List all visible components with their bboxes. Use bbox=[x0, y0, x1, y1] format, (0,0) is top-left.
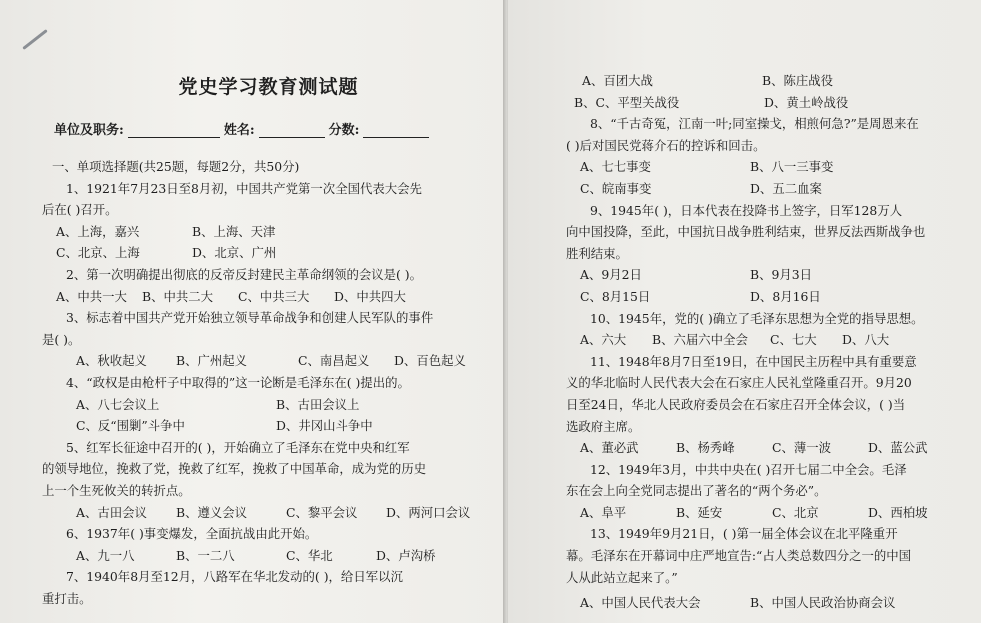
q10-options bbox=[566, 329, 971, 351]
q9-options-row2 bbox=[566, 286, 971, 308]
question-9-cont2: 胜利结束。 bbox=[566, 245, 628, 261]
q2-options bbox=[42, 286, 495, 308]
q5-option-d: D、两河口会议 bbox=[386, 504, 471, 520]
question-7-cont: 重打击。 bbox=[42, 590, 92, 606]
pen-mark bbox=[22, 29, 47, 50]
question-11: 11、1948年8月7日至19日，在中国民主历程中具有重要意 bbox=[590, 353, 917, 369]
q12-option-a: A、阜平 bbox=[580, 504, 627, 520]
q7-option-c: B、C、平型关战役 bbox=[574, 94, 680, 110]
q11-option-d: D、蓝公武 bbox=[868, 440, 928, 456]
question-11-cont2: 日至24日，华北人民政府委员会在石家庄召开全体会议，( )当 bbox=[566, 396, 906, 412]
header-fields bbox=[42, 119, 495, 138]
q12-options bbox=[566, 502, 971, 524]
q6-option-a: A、九一八 bbox=[76, 547, 135, 563]
q4-option-a: A、八七会议上 bbox=[76, 396, 160, 412]
q8-options-row1 bbox=[566, 156, 971, 178]
question-12-cont: 东在会上向全党同志提出了著名的“两个务必”。 bbox=[566, 483, 827, 499]
q1-option-a: A、上海，嘉兴 bbox=[56, 223, 140, 239]
q11-option-b: B、杨秀峰 bbox=[676, 440, 735, 456]
q8-option-c: C、皖南事变 bbox=[580, 180, 652, 196]
q3-option-a: A、秋收起义 bbox=[76, 353, 147, 369]
q11-option-c: C、薄一波 bbox=[772, 440, 832, 456]
question-7: 7、1940年8月至12月，八路军在华北发动的( )，给日军以沉 bbox=[66, 569, 403, 585]
q6-option-b: B、一二八 bbox=[176, 547, 235, 563]
question-8: 8、“千古奇冤，江南一叶;同室操戈，相煎何急?”是周恩来在 bbox=[590, 116, 919, 132]
q3-option-d: D、百色起义 bbox=[394, 353, 466, 369]
q12-option-b: B、延安 bbox=[676, 504, 723, 520]
q6-option-d: D、卢沟桥 bbox=[376, 547, 436, 563]
q6-options bbox=[42, 545, 495, 567]
q10-option-c: C、七大 bbox=[770, 332, 817, 348]
q13-options bbox=[566, 592, 971, 614]
question-12: 12、1949年3月，中共中央在( )召开七届二中全会。毛泽 bbox=[590, 461, 907, 477]
section-heading: 一、单项选择题(共25题，每题2分，共50分) bbox=[52, 159, 300, 174]
q7-option-b: B、陈庄战役 bbox=[762, 73, 834, 88]
q12-option-d: D、西柏坡 bbox=[868, 504, 928, 520]
q6-option-c: C、华北 bbox=[286, 547, 333, 563]
question-9-cont1: 向中国投降，至此，中国抗日战争胜利结束，世界反法西斯战争也 bbox=[566, 224, 926, 240]
q1-options-row2 bbox=[42, 242, 495, 264]
q10-option-a: A、六大 bbox=[580, 332, 627, 348]
question-4: 4、“政权是由枪杆子中取得的”这一论断是毛泽东在( )提出的。 bbox=[66, 374, 410, 390]
q4-option-b: B、古田会议上 bbox=[276, 396, 360, 412]
question-13: 13、1949年9月21日，( )第一届全体会议在北平隆重开 bbox=[590, 526, 898, 542]
q10-option-b: B、六届六中全会 bbox=[652, 332, 748, 348]
q7-options-row2 bbox=[566, 92, 971, 114]
q8-options-row2 bbox=[566, 178, 971, 200]
q9-option-a: A、9月2日 bbox=[580, 267, 642, 283]
q1-option-b: B、上海、天津 bbox=[192, 223, 276, 239]
q13-option-a: A、中国人民代表大会 bbox=[580, 595, 701, 611]
question-1-cont: 后在( )召开。 bbox=[42, 202, 118, 218]
unit-label: 单位及职务: bbox=[54, 123, 124, 138]
unit-blank bbox=[128, 123, 220, 138]
q4-option-d: D、井冈山斗争中 bbox=[276, 418, 373, 434]
q12-option-c: C、北京 bbox=[772, 504, 819, 520]
q5-option-b: B、遵义会议 bbox=[176, 504, 248, 520]
q4-option-c: C、反“围剿”斗争中 bbox=[76, 418, 185, 434]
q2-option-d: D、中共四大 bbox=[334, 288, 406, 304]
q7-options-row1 bbox=[566, 70, 971, 92]
question-2: 2、第一次明确提出彻底的反帝反封建民主革命纲领的会议是( )。 bbox=[66, 266, 423, 282]
question-8-cont: ( )后对国民党蒋介石的控诉和回击。 bbox=[566, 137, 766, 153]
question-13-cont1: 幕。毛泽东在开幕词中庄严地宣告:“占人类总数四分之一的中国 bbox=[566, 548, 912, 564]
question-5: 5、红军长征途中召开的( )，开始确立了毛泽东在党中央和红军 bbox=[66, 439, 410, 455]
question-5-cont1: 的领导地位，挽救了党，挽救了红军，挽救了中国革命，成为党的历史 bbox=[42, 461, 427, 477]
q11-option-a: A、董必武 bbox=[580, 440, 639, 456]
name-label: 姓名: bbox=[223, 123, 255, 138]
question-5-cont2: 上一个生死攸关的转折点。 bbox=[42, 482, 191, 498]
q5-options bbox=[42, 502, 495, 524]
q2-option-c: C、中共三大 bbox=[238, 288, 310, 304]
question-3-cont: 是( )。 bbox=[42, 331, 81, 347]
q4-options-row1 bbox=[42, 394, 495, 416]
page-title: 党史学习教育测试题 bbox=[178, 76, 359, 98]
q9-options-row1 bbox=[566, 264, 971, 286]
question-11-cont3: 选政府主席。 bbox=[566, 418, 641, 434]
question-3: 3、标志着中国共产党开始独立领导革命战争和创建人民军队的事件 bbox=[66, 310, 434, 326]
q1-option-c: C、北京、上海 bbox=[56, 245, 140, 261]
question-9: 9、1945年( )，日本代表在投降书上签字，日军128万人 bbox=[590, 202, 903, 218]
q9-option-c: C、8月15日 bbox=[580, 288, 651, 304]
question-10: 10、1945年，党的( )确立了毛泽东思想为全党的指导思想。 bbox=[590, 310, 924, 326]
q3-option-b: B、广州起义 bbox=[176, 353, 248, 369]
q8-option-b: B、八一三事变 bbox=[750, 159, 834, 175]
name-blank bbox=[259, 123, 325, 138]
q10-option-d: D、八大 bbox=[842, 332, 890, 348]
q8-option-d: D、五二血案 bbox=[750, 180, 822, 196]
q8-option-a: A、七七事变 bbox=[580, 159, 651, 175]
question-11-cont1: 义的华北临时人民代表大会在石家庄人民礼堂隆重召开。9月20 bbox=[566, 375, 912, 391]
q2-option-a: A、中共一大 bbox=[56, 288, 127, 304]
q3-option-c: C、南昌起义 bbox=[298, 353, 370, 369]
score-label: 分数: bbox=[328, 123, 360, 138]
question-6: 6、1937年( )事变爆发，全面抗战由此开始。 bbox=[66, 526, 318, 542]
q5-option-c: C、黎平会议 bbox=[286, 504, 358, 520]
q11-options bbox=[566, 437, 971, 459]
q7-option-d: D、黄土岭战役 bbox=[764, 94, 849, 110]
q4-options-row2 bbox=[42, 415, 495, 437]
q1-options-row1 bbox=[42, 221, 495, 243]
question-13-cont2: 人从此站立起来了。” bbox=[566, 569, 678, 585]
q7-option-a: A、百团大战 bbox=[582, 73, 653, 88]
q1-option-d: D、北京、广州 bbox=[192, 245, 277, 261]
q13-option-b: B、中国人民政治协商会议 bbox=[750, 595, 896, 611]
q3-options bbox=[42, 350, 495, 372]
q9-option-d: D、8月16日 bbox=[750, 288, 821, 304]
q9-option-b: B、9月3日 bbox=[750, 267, 813, 283]
score-blank bbox=[363, 123, 429, 138]
q5-option-a: A、古田会议 bbox=[76, 504, 147, 520]
right-page bbox=[508, 0, 981, 623]
question-1: 1、1921年7月23日至8月初，中国共产党第一次全国代表大会先 bbox=[66, 180, 422, 196]
q2-option-b: B、中共二大 bbox=[142, 288, 214, 304]
